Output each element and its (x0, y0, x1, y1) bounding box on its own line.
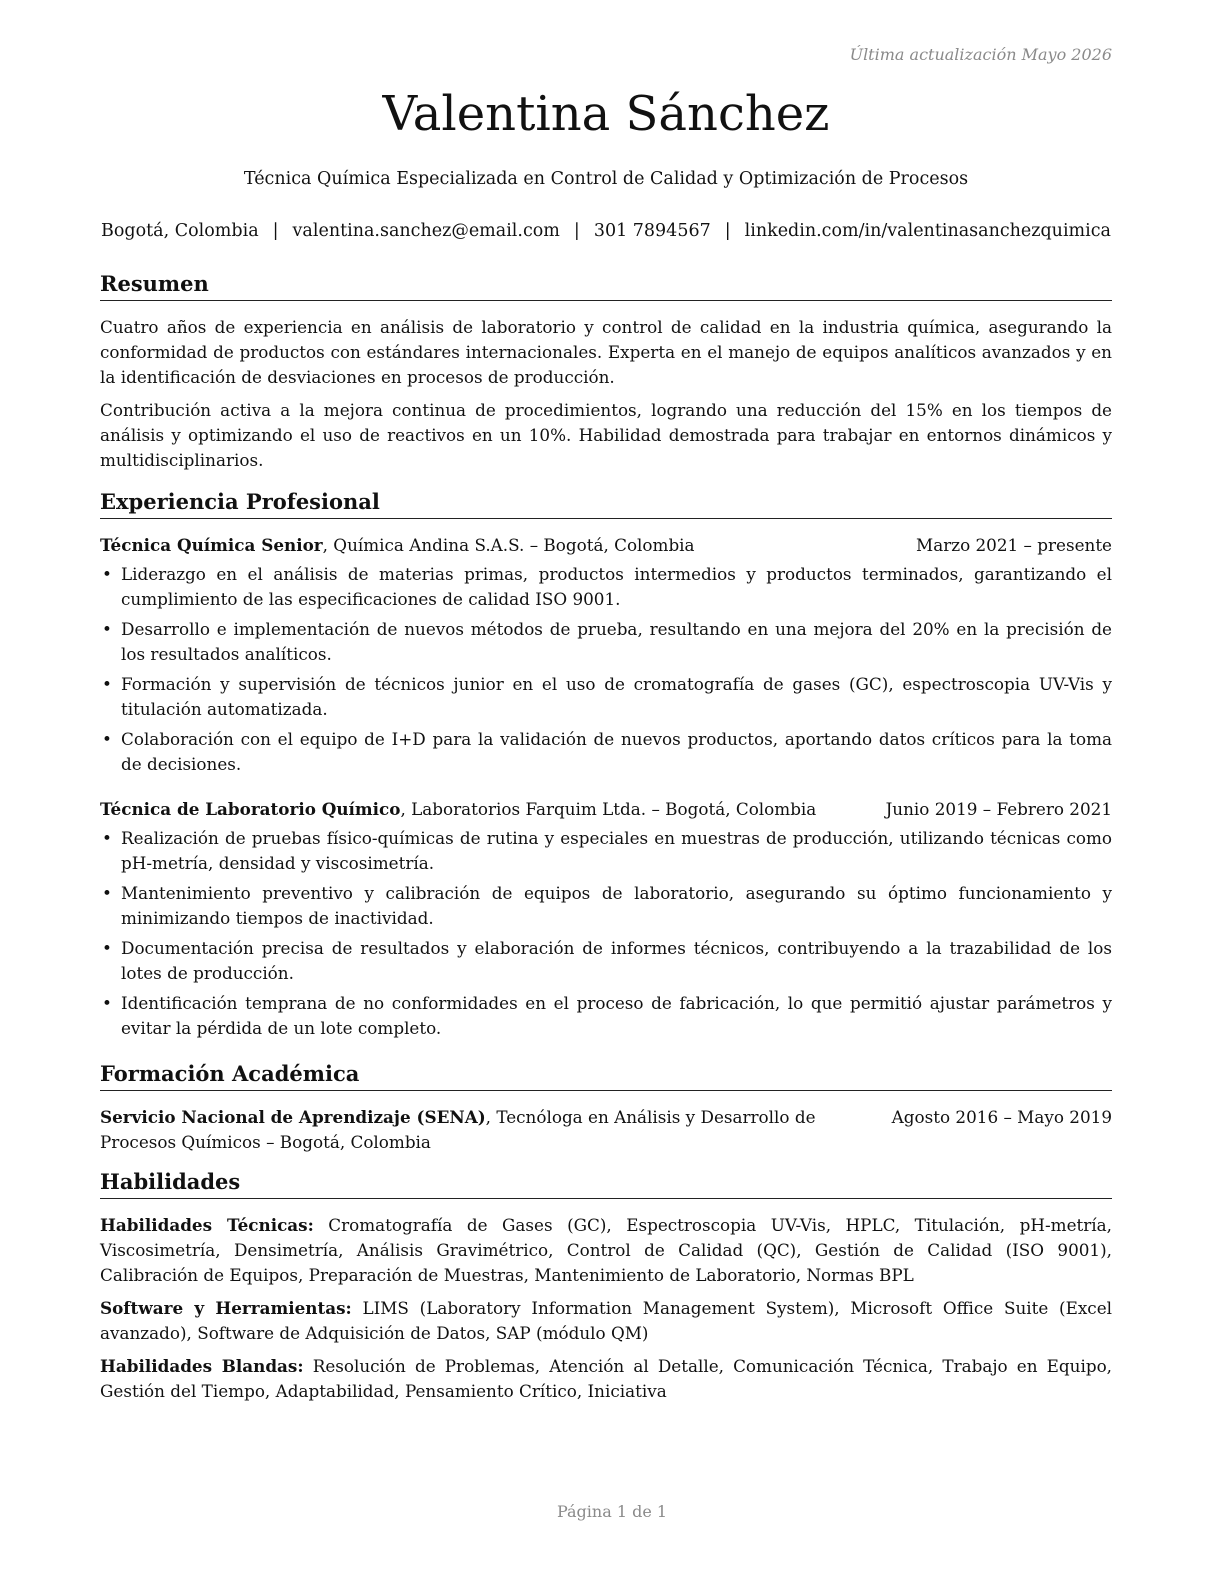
list-item (100, 881, 1112, 931)
section-title: Formación Académica (100, 1060, 1112, 1091)
last-updated: Última actualización Mayo 2026 (849, 45, 1112, 64)
bullet-text: Documentación precisa de resultados y elaboración de informes técnicos, contribuyendo a la trazabilidad de los lotes de producción. (121, 938, 1112, 983)
skill-group-text: LIMS (Laboratory Information Management System), Microsoft Office Suite (Excel avanzado), Software de Adquisición de Datos, SAP (módulo QM) (100, 1298, 1113, 1343)
bullet-icon: • (102, 828, 112, 848)
candidate-name: Valentina Sánchez (382, 86, 830, 142)
bullet-text: Desarrollo e implementación de nuevos métodos de prueba, resultando en una mejora del 20% en la precisión de los resultados analíticos. (121, 619, 1112, 664)
education-entry (100, 1105, 1112, 1155)
education-institution: Servicio Nacional de Aprendizaje (SENA) (100, 1107, 486, 1127)
experience-section (100, 488, 1112, 1046)
education-dates: Agosto 2016 – Mayo 2019 (891, 1107, 1112, 1127)
section-title: Experiencia Profesional (100, 488, 1112, 519)
list-item (100, 727, 1112, 777)
bullet-icon: • (102, 883, 112, 903)
list-item (100, 991, 1112, 1041)
bullet-text: Colaboración con el equipo de I+D para la validación de nuevos productos, aportando datos críticos para la toma de decisiones. (121, 729, 1112, 774)
contact-email[interactable]: valentina.sanchez@email.com (292, 221, 560, 241)
bullet-icon: • (102, 729, 112, 749)
job-header (100, 533, 1112, 558)
contact-phone: 301 7894567 (593, 221, 711, 241)
job-role: Técnica Química Senior (100, 535, 323, 555)
bullet-icon: • (102, 674, 112, 694)
section-title: Resumen (100, 270, 1112, 301)
job-entry (100, 797, 1112, 1041)
skill-group-label: Habilidades Blandas: (100, 1356, 304, 1376)
skill-group (100, 1213, 1112, 1288)
skill-group-text: Cromatografía de Gases (GC), Espectroscopia UV-Vis, HPLC, Titulación, pH-metría, Viscosimetría, Densimetría, Análisis Gravimétrico, Control de Calidad (QC), Gestión de Calidad (ISO 9001), Calibración de Equipos, Preparación de Muestras, Mantenimiento de Laboratorio, Normas BPL (100, 1215, 1112, 1285)
list-item (100, 826, 1112, 876)
job-bullets (100, 562, 1112, 777)
bullet-icon: • (102, 938, 112, 958)
job-title-line (100, 797, 816, 822)
summary-paragraph: Contribución activa a la mejora continua de procedimientos, logrando una reducción del 15% en los tiempos de análisis y optimizando el uso de reactivos en un 10%. Habilidad demostrada para trabajar en entornos dinámicos y multidisciplinarios. (100, 400, 1112, 470)
professional-title: Técnica Química Especializada en Control de Calidad y Optimización de Procesos (243, 169, 969, 189)
bullet-icon: • (102, 619, 112, 639)
skills-section (100, 1168, 1112, 1404)
job-bullets (100, 826, 1112, 1041)
bullet-text: Realización de pruebas físico-químicas de rutina y especiales en muestras de producción, utilizando técnicas como pH-metría, densidad y viscosimetría. (121, 828, 1112, 873)
contact-separator: | (724, 221, 731, 241)
list-item (100, 562, 1112, 612)
contact-linkedin[interactable]: linkedin.com/in/valentinasanchezquimica (744, 221, 1111, 241)
education-description (100, 1105, 880, 1155)
summary-section (100, 270, 1112, 473)
job-header (100, 797, 1112, 822)
contact-location: Bogotá, Colombia (101, 221, 259, 241)
bullet-icon: • (102, 993, 112, 1013)
summary-paragraph: Cuatro años de experiencia en análisis de laboratorio y control de calidad en la industria química, asegurando la conformidad de productos con estándares internacionales. Experta en el manejo de equipos analíticos avanzados y en la identificación de desviaciones en procesos de producción. (100, 317, 1112, 387)
list-item (100, 617, 1112, 667)
job-dates: Junio 2019 – Febrero 2021 (885, 799, 1112, 819)
section-title: Habilidades (100, 1168, 1112, 1199)
job-company: , Química Andina S.A.S. – Bogotá, Colombia (322, 535, 695, 555)
skill-group-label: Habilidades Técnicas: (100, 1215, 314, 1235)
education-degree: , Tecnóloga en Análisis y Desarrollo de Procesos Químicos – Bogotá, Colombia (100, 1107, 816, 1152)
list-item (100, 672, 1112, 722)
skill-group-label: Software y Herramientas: (100, 1298, 352, 1318)
list-item (100, 936, 1112, 986)
contact-separator: | (272, 221, 279, 241)
job-entry (100, 533, 1112, 777)
bullet-text: Identificación temprana de no conformidades en el proceso de fabricación, lo que permitió ajustar parámetros y evitar la pérdida de un lote completo. (121, 993, 1112, 1038)
skill-group (100, 1354, 1112, 1404)
contact-separator: | (573, 221, 580, 241)
contact-line (100, 218, 1112, 244)
skill-group (100, 1296, 1112, 1346)
bullet-text: Liderazgo en el análisis de materias primas, productos intermedios y productos terminados, garantizando el cumplimiento de las especificaciones de calidad ISO 9001. (121, 564, 1112, 609)
bullet-text: Formación y supervisión de técnicos junior en el uso de cromatografía de gases (GC), espectroscopia UV-Vis y titulación automatizada. (121, 674, 1112, 719)
job-role: Técnica de Laboratorio Químico (100, 799, 401, 819)
bullet-text: Mantenimiento preventivo y calibración de equipos de laboratorio, asegurando su óptimo funcionamiento y minimizando tiempos de inactividad. (121, 883, 1112, 928)
job-title-line (100, 533, 695, 558)
education-section (100, 1060, 1112, 1155)
bullet-icon: • (102, 564, 112, 584)
skill-group-text: Resolución de Problemas, Atención al Detalle, Comunicación Técnica, Trabajo en Equipo, Gestión del Tiempo, Adaptabilidad, Pensamiento Crítico, Iniciativa (100, 1356, 1113, 1401)
job-company: , Laboratorios Farquim Ltda. – Bogotá, Colombia (400, 799, 817, 819)
page-number: Página 1 de 1 (556, 1502, 668, 1521)
job-dates: Marzo 2021 – presente (916, 535, 1112, 555)
